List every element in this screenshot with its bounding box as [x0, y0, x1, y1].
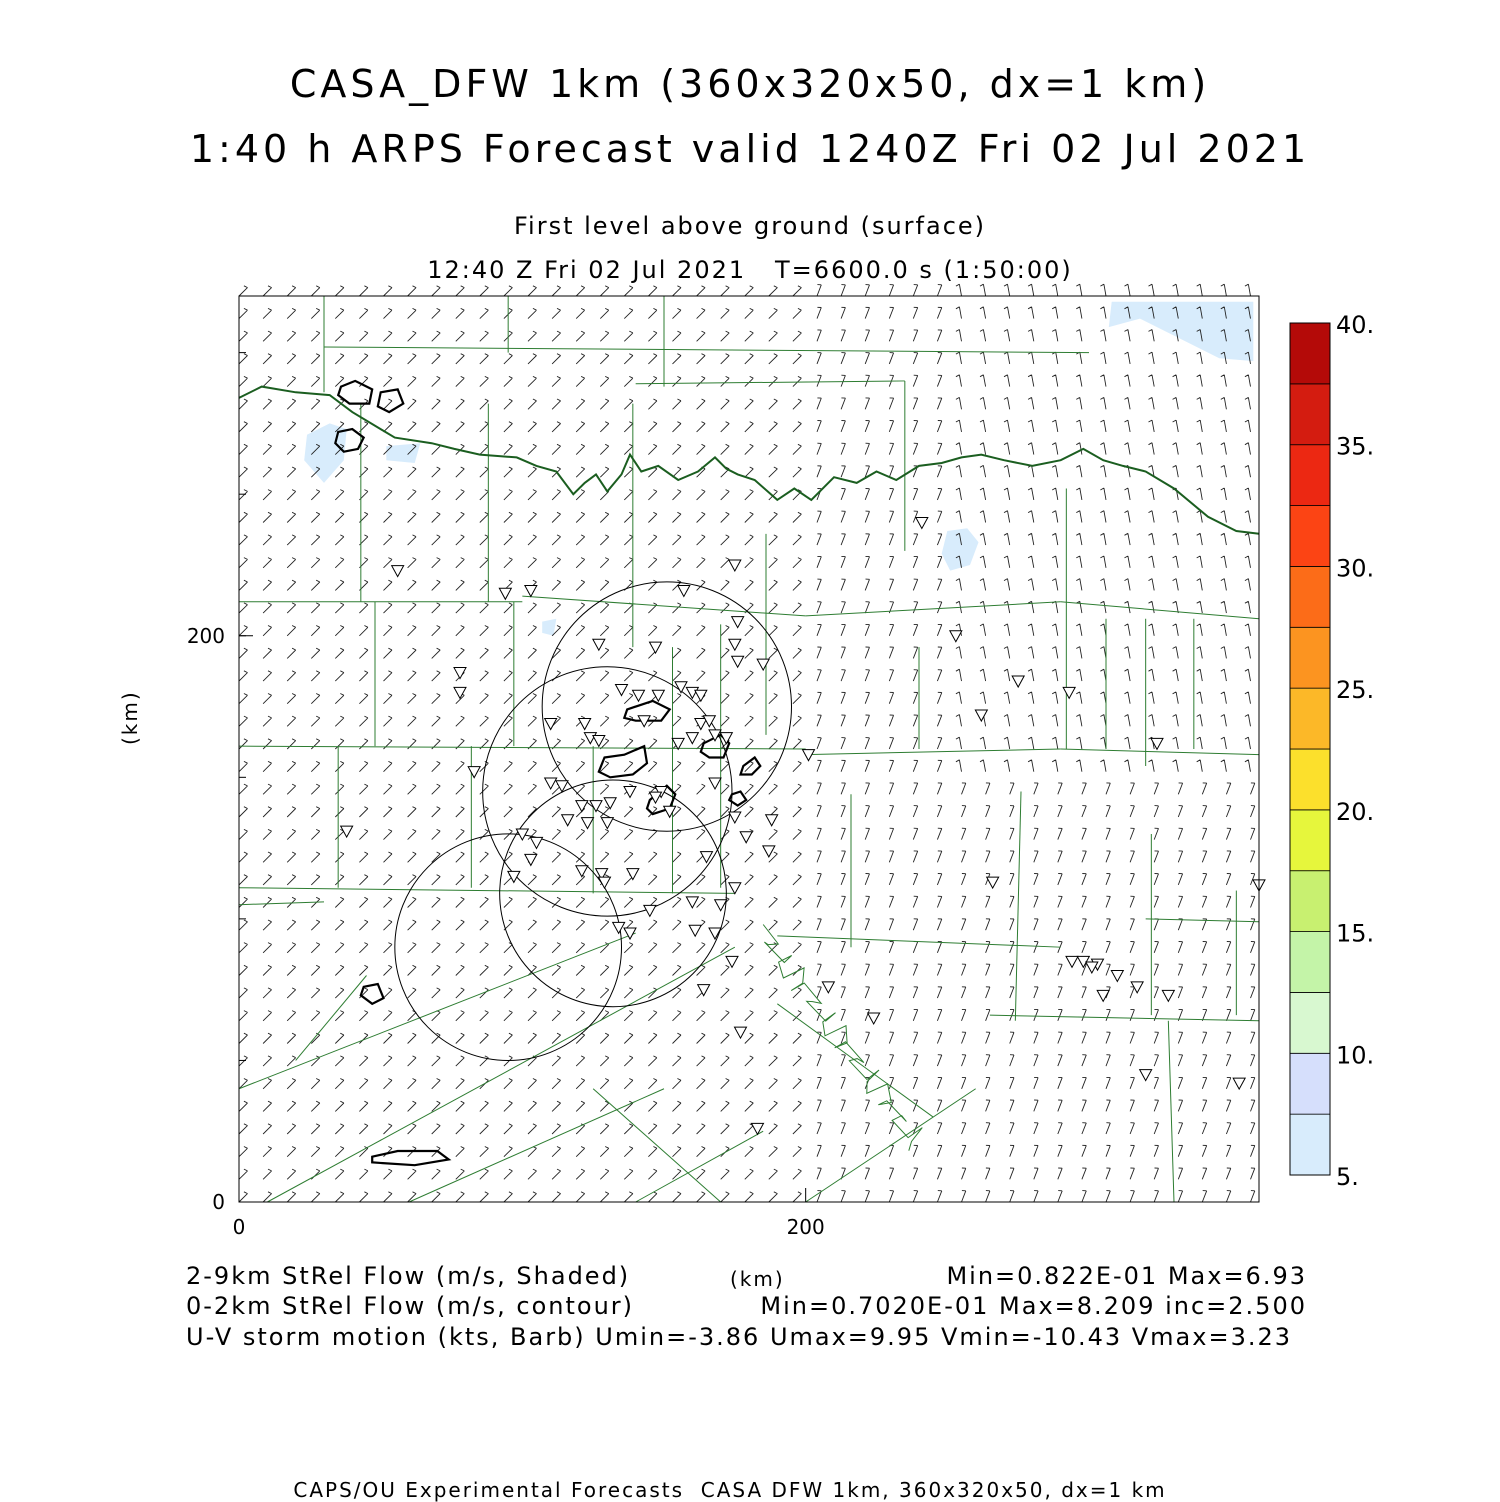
station-marker	[601, 818, 613, 829]
colorbar-label: 20.	[1336, 797, 1375, 826]
footer-credit: CAPS/OU Experimental Forecasts CASA DFW 1km, 360x320x50, dx=1 km	[293, 1478, 1167, 1502]
colorbar-swatch	[1290, 1114, 1330, 1175]
station-marker	[392, 566, 404, 577]
station-marker	[689, 925, 701, 936]
contour-0-2km	[372, 1151, 449, 1165]
colorbar-label: 40.	[1336, 311, 1375, 339]
station-marker	[987, 877, 999, 888]
time-label: 12:40 Z Fri 02 Jul 2021 T=6600.0 s (1:50:00)	[427, 256, 1073, 284]
county-line	[636, 1131, 764, 1202]
shaded-min-max: Min=0.822E-01 Max=6.93	[946, 1262, 1307, 1290]
station-marker	[545, 778, 557, 789]
station-marker	[650, 642, 662, 653]
station-marker	[593, 639, 605, 650]
station-marker	[1063, 687, 1075, 698]
contour-0-2km	[378, 389, 404, 412]
colorbar-swatch	[1290, 323, 1330, 384]
county-line	[806, 749, 1061, 755]
station-marker	[752, 1123, 764, 1134]
colorbar-swatch	[1290, 1053, 1330, 1114]
station-layer	[341, 518, 1265, 1135]
colorbar-swatch	[1290, 810, 1330, 871]
county-line	[777, 1004, 933, 1117]
colorbar-swatch	[1290, 749, 1330, 810]
station-marker	[709, 778, 721, 789]
legend-barb: U-V storm motion (kts, Barb) Umin=-3.86 Umax=9.95 Vmin=-10.43 Vmax=3.23	[186, 1323, 1293, 1351]
station-marker	[868, 1013, 880, 1024]
county-line	[239, 933, 636, 1089]
colorbar-swatch	[1290, 992, 1330, 1053]
colorbar-swatch	[1290, 384, 1330, 445]
station-marker	[732, 656, 744, 667]
station-marker	[652, 690, 664, 701]
station-marker	[468, 767, 480, 778]
station-marker	[644, 905, 656, 916]
station-marker	[1012, 676, 1024, 687]
colorbar-label: 10.	[1336, 1041, 1375, 1070]
station-marker	[732, 617, 744, 628]
county-line	[806, 1089, 976, 1202]
county-line	[522, 596, 805, 616]
station-marker	[975, 710, 987, 721]
station-marker	[579, 719, 591, 730]
shaded-region	[1109, 302, 1254, 361]
station-marker	[735, 1027, 747, 1038]
river-boundary	[763, 925, 922, 1151]
colorbar-swatch	[1290, 871, 1330, 932]
county-line	[1168, 1021, 1174, 1202]
station-marker	[599, 877, 611, 888]
station-marker	[729, 639, 741, 650]
colorbar-label: 30.	[1336, 554, 1375, 583]
station-marker	[627, 869, 639, 880]
level-label: First level above ground (surface)	[513, 212, 987, 240]
station-marker	[695, 719, 707, 730]
chart-title-line-1: CASA_DFW 1km (360x320x50, dx=1 km)	[289, 62, 1211, 106]
station-marker	[633, 690, 645, 701]
station-marker	[508, 871, 520, 882]
station-marker	[582, 818, 594, 829]
county-line	[296, 976, 367, 1061]
station-marker	[729, 560, 741, 571]
station-marker	[341, 826, 353, 837]
colorbar-label: 25.	[1336, 676, 1375, 705]
colorbar-label: 35.	[1336, 432, 1375, 461]
county-line	[636, 381, 905, 384]
axis-layer	[187, 353, 825, 1239]
contour-layer	[335, 381, 760, 1165]
county-line	[1146, 919, 1259, 922]
wind-barb-layer	[239, 284, 1255, 1202]
station-marker	[726, 956, 738, 967]
station-marker	[766, 815, 778, 826]
station-marker	[950, 631, 962, 642]
station-marker	[576, 866, 588, 877]
x-axis-label: (km)	[730, 1267, 785, 1291]
x-tick-label: 0	[232, 1215, 246, 1239]
station-marker	[1233, 1078, 1245, 1089]
station-marker	[763, 846, 775, 857]
colorbar-swatch	[1290, 566, 1330, 627]
county-line	[239, 902, 324, 905]
colorbar-swatch	[1290, 627, 1330, 688]
legend-shaded: 2-9km StRel Flow (m/s, Shaded)	[186, 1262, 631, 1290]
county-line	[1015, 791, 1021, 1020]
station-marker	[1097, 990, 1109, 1001]
legend-contour: 0-2km StRel Flow (m/s, contour)	[186, 1292, 635, 1320]
station-marker	[757, 659, 769, 670]
station-marker	[1066, 956, 1078, 967]
station-marker	[740, 832, 752, 843]
station-marker	[593, 736, 605, 747]
station-marker	[616, 685, 628, 696]
colorbar-label: 5.	[1336, 1163, 1359, 1191]
county-line	[1061, 749, 1259, 755]
station-marker	[729, 812, 741, 823]
county-line	[593, 1089, 721, 1202]
county-line	[324, 347, 1089, 353]
station-marker	[822, 982, 834, 993]
station-marker	[613, 922, 625, 933]
station-marker	[1140, 1070, 1152, 1081]
station-marker	[803, 750, 815, 761]
station-marker	[499, 588, 511, 599]
station-marker	[531, 837, 543, 848]
shaded-region	[942, 528, 979, 570]
colorbar-swatch	[1290, 688, 1330, 749]
station-marker	[525, 854, 537, 865]
station-marker	[624, 786, 636, 797]
station-marker	[454, 687, 466, 698]
station-marker	[916, 518, 928, 529]
colorbar	[1290, 311, 1374, 1191]
colorbar-swatch	[1290, 506, 1330, 567]
station-marker	[1162, 990, 1174, 1001]
county-line	[409, 1089, 664, 1202]
county-line	[990, 1015, 1259, 1021]
chart-title-line-2: 1:40 h ARPS Forecast valid 1240Z Fri 02 Jul 2021	[189, 127, 1311, 171]
y-tick-label: 0	[212, 1190, 225, 1214]
station-marker	[678, 585, 690, 596]
station-marker	[686, 733, 698, 744]
colorbar-swatch	[1290, 932, 1330, 993]
station-marker	[729, 883, 741, 894]
station-marker	[525, 585, 537, 596]
county-line	[1061, 602, 1259, 619]
station-marker	[562, 815, 574, 826]
colorbar-swatch	[1290, 445, 1330, 506]
station-marker	[675, 682, 687, 693]
wind-barbs	[239, 284, 1255, 1202]
station-marker	[1111, 971, 1123, 982]
x-tick-label: 200	[786, 1215, 825, 1239]
colorbar-label: 15.	[1336, 919, 1375, 948]
station-marker	[686, 897, 698, 908]
county-line	[806, 602, 1061, 616]
station-marker	[576, 801, 588, 812]
y-tick-label: 200	[186, 623, 225, 648]
radar-range-ring	[395, 834, 622, 1061]
county-line	[239, 888, 735, 894]
y-axis-label: (km)	[118, 690, 142, 745]
contour-min-max: Min=0.7020E-01 Max=8.209 inc=2.500	[760, 1292, 1307, 1320]
station-marker	[698, 985, 710, 996]
shading-layer	[304, 302, 1253, 636]
